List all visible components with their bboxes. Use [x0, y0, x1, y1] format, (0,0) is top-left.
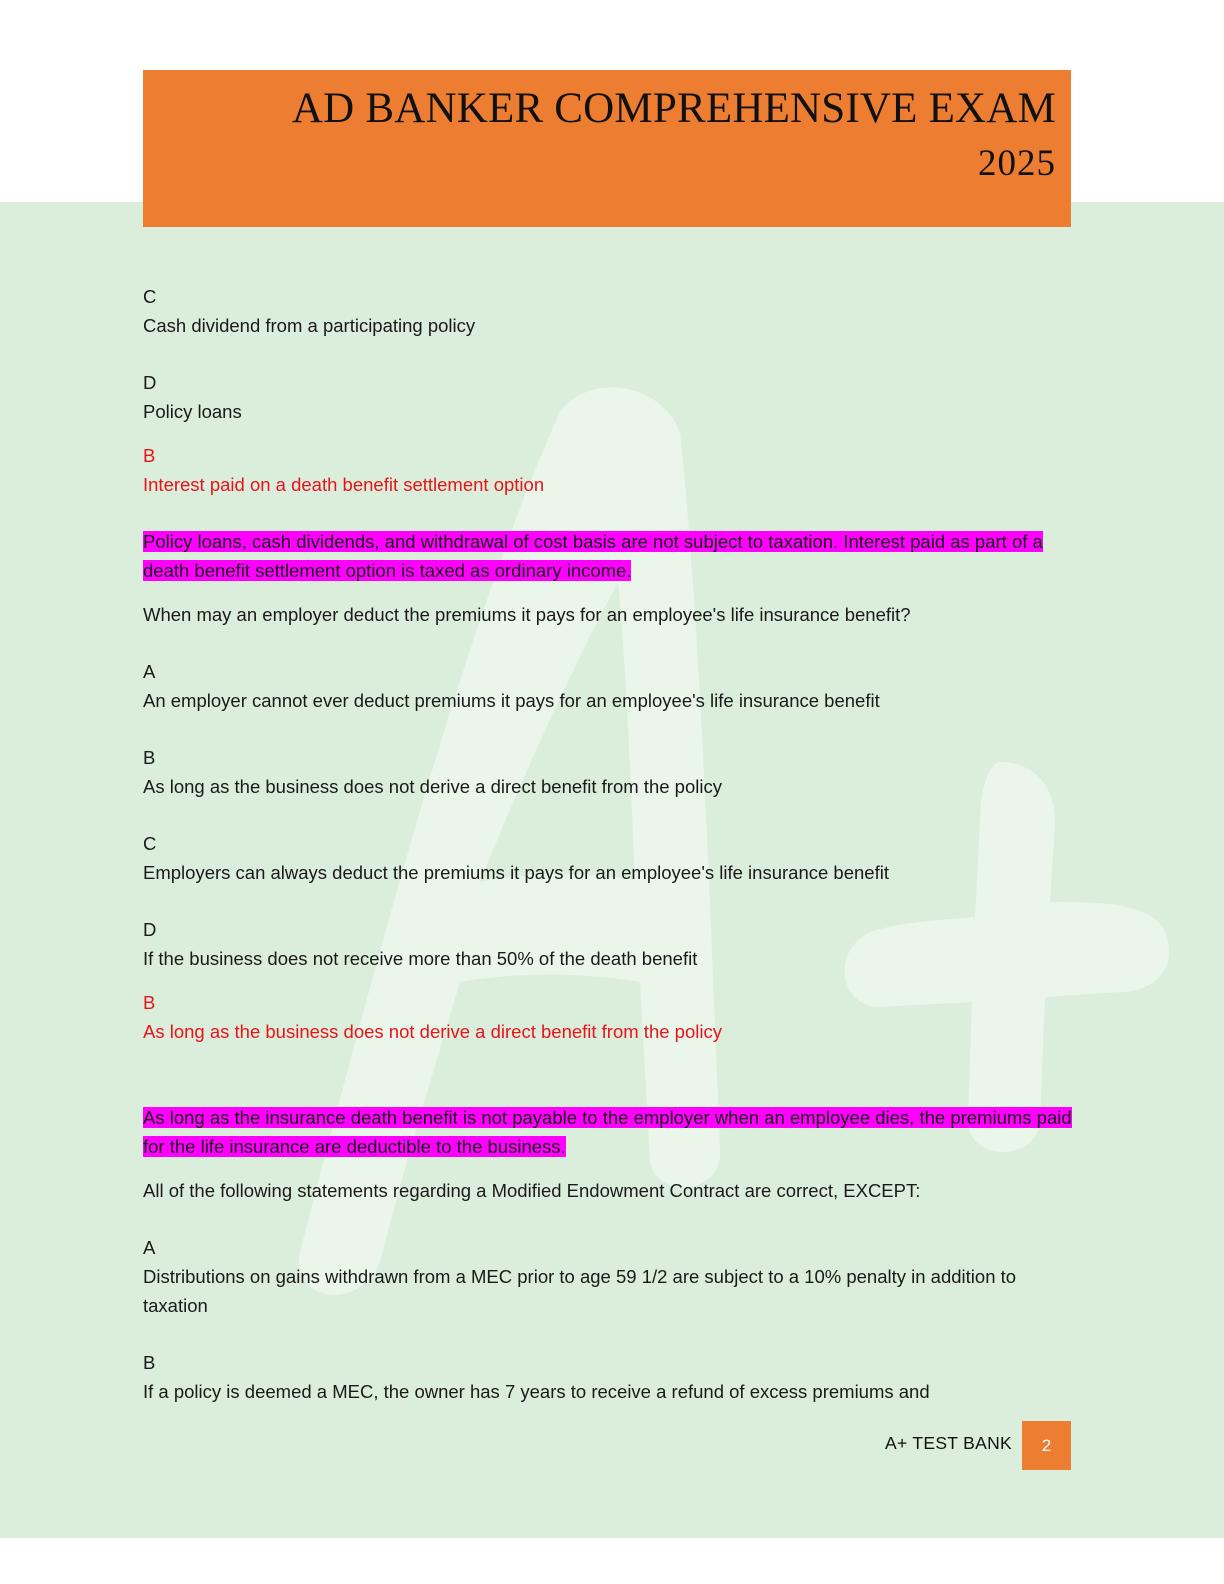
- option-text: Employers can always deduct the premiums it pays for an employee's life insurance benefit: [143, 862, 889, 883]
- answer-text: Interest paid on a death benefit settlement option: [143, 474, 545, 495]
- option-text: An employer cannot ever deduct premiums it pays for an employee's life insurance benefit: [143, 690, 880, 711]
- option-text: Policy loans: [143, 401, 242, 422]
- option-letter: B: [143, 747, 156, 768]
- page-number: 2: [1022, 1421, 1071, 1470]
- answer-text: As long as the business does not derive a direct benefit from the policy: [143, 1021, 722, 1042]
- question-text: When may an employer deduct the premiums it pays for an employee's life insurance benefit?: [143, 604, 911, 625]
- header-banner: [143, 70, 1071, 227]
- option-text: If the business does not receive more than 50% of the death benefit: [143, 948, 698, 969]
- exam-content: [143, 282, 1073, 1406]
- option-text: As long as the business does not derive a direct benefit from the policy: [143, 776, 722, 797]
- option-letter: A: [143, 661, 156, 682]
- option-letter: C: [143, 833, 157, 854]
- option-letter: D: [143, 919, 157, 940]
- answer-rationale: [143, 527, 1073, 585]
- option-text: If a policy is deemed a MEC, the owner has 7 years to receive a refund of excess premiums and: [143, 1381, 930, 1402]
- option-text: Cash dividend from a participating policy: [143, 315, 476, 336]
- answer-letter: B: [143, 445, 156, 466]
- option-letter: D: [143, 372, 157, 393]
- option-letter: A: [143, 1237, 156, 1258]
- question-text: All of the following statements regarding a Modified Endowment Contract are correct, EXCEPT:: [143, 1180, 921, 1201]
- rationale-highlight: Policy loans, cash dividends, and withdrawal of cost basis are not subject to taxation. Interest paid as part of a death benefit settlement option is taxed as ordinary income.: [143, 531, 1043, 581]
- answer-rationale: [143, 1103, 1073, 1161]
- answer-letter: B: [143, 992, 156, 1013]
- document-year: 2025: [978, 143, 1056, 184]
- document-title: AD BANKER COMPREHENSIVE EXAM: [291, 85, 1056, 132]
- rationale-highlight: As long as the insurance death benefit is not payable to the employer when an employee dies, the premiums paid for the life insurance are deductible to the business.: [143, 1107, 1072, 1157]
- option-letter: B: [143, 1352, 156, 1373]
- option-letter: C: [143, 286, 157, 307]
- footer-label: A+ TEST BANK: [885, 1433, 1012, 1453]
- option-text: Distributions on gains withdrawn from a MEC prior to age 59 1/2 are subject to a 10% penalty in addition to taxation: [143, 1266, 1017, 1316]
